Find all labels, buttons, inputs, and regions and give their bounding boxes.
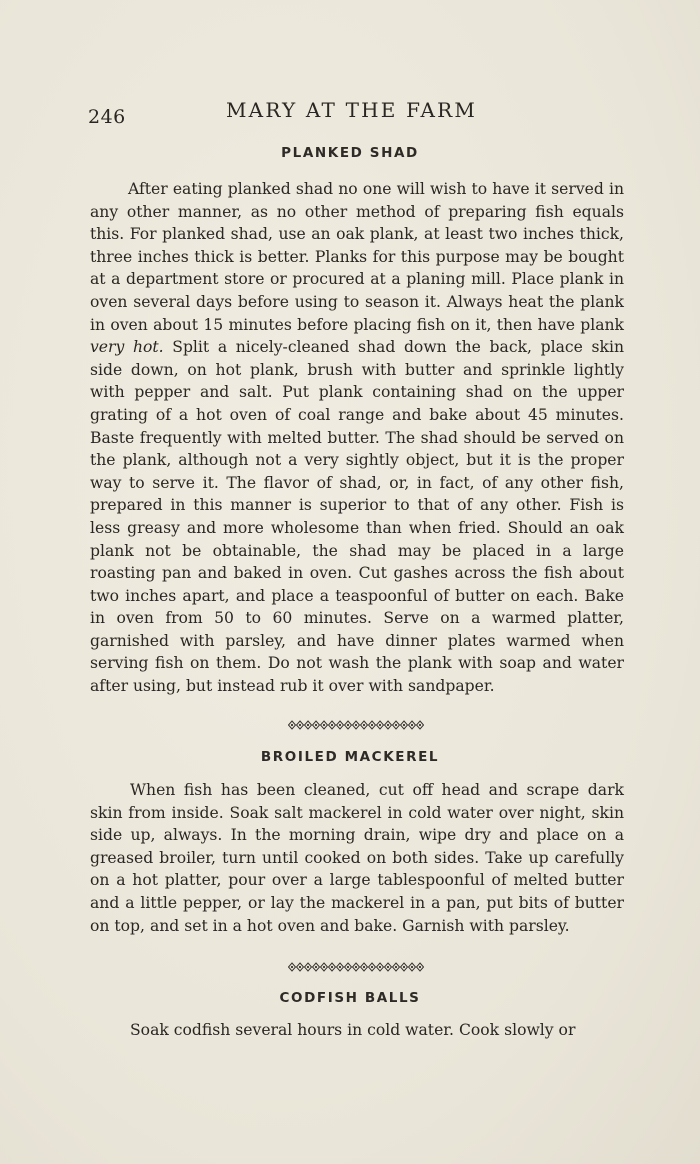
section-body-codfish-balls: Soak codfish several hours in cold water. Cook slowly or xyxy=(130,1021,576,1039)
page-number: 246 xyxy=(88,106,126,128)
section-heading-codfish-balls: CODFISH BALLS xyxy=(279,990,421,1006)
emphasis-text: very hot. xyxy=(90,338,164,357)
section-body-planked-shad xyxy=(90,178,624,698)
section-body-broiled-mackerel: When fish has been cleaned, cut off head and scrape dark skin from inside. Soak salt mackerel in cold water over night, skin side up, always. In the morning drain, wipe dry and place on a greased broiler, turn until cooked on both sides. Take up carefully on a hot platter, pour over a large tablespoonful of melted butter and a little pepper, or lay the mackerel in a pan, put bits of butter on top, and set in a hot oven and bake. Garnish with parsley. xyxy=(90,781,624,935)
section-heading-broiled-mackerel: BROILED MACKEREL xyxy=(260,749,440,765)
page-header xyxy=(0,96,700,130)
running-head: MARY AT THE FARM xyxy=(226,98,478,122)
body-text-part: After eating planked shad no one will wish to have it served in any other manner, as no other method of preparing fish equals this. For planked shad, use an oak plank, at least two inches thick, three inches thick is better. Planks for this purpose may be bought at a department store or procured at a planing mill. Place plank in oven several days before using to season it. Always heat the plank in oven about 15 minutes before placing fish on it, then have plank xyxy=(90,180,624,334)
section-heading-planked-shad: PLANKED SHAD xyxy=(281,145,419,161)
ornamental-divider-icon xyxy=(288,962,424,972)
ornamental-divider-icon xyxy=(288,720,424,730)
body-text-part: Split a nicely-cleaned shad down the back, place skin side down, on hot plank, brush with butter and sprinkle lightly with pepper and salt. Put plank containing shad on the upper grating of a hot oven of coal range and bake about 45 minutes. Baste frequently with melted butter. The shad should be served on the plank, although not a very sightly object, but it is the proper way to serve it. The flavor of shad, or, in fact, of any other fish, prepared in this manner is superior to that of any other. Fish is less greasy and more wholesome than when fried. Should an oak plank not be obtainable, the shad may be placed in a large roasting pan and baked in oven. Cut gashes across the fish about two inches apart, and place a teaspoonful of butter on each. Bake in oven from 50 to 60 minutes. Serve on a warmed platter, garnished with parsley, and have dinner plates warmed when serving fish on them. Do not wash the plank with soap and water after using, but instead rub it over with sandpaper. xyxy=(90,338,624,696)
